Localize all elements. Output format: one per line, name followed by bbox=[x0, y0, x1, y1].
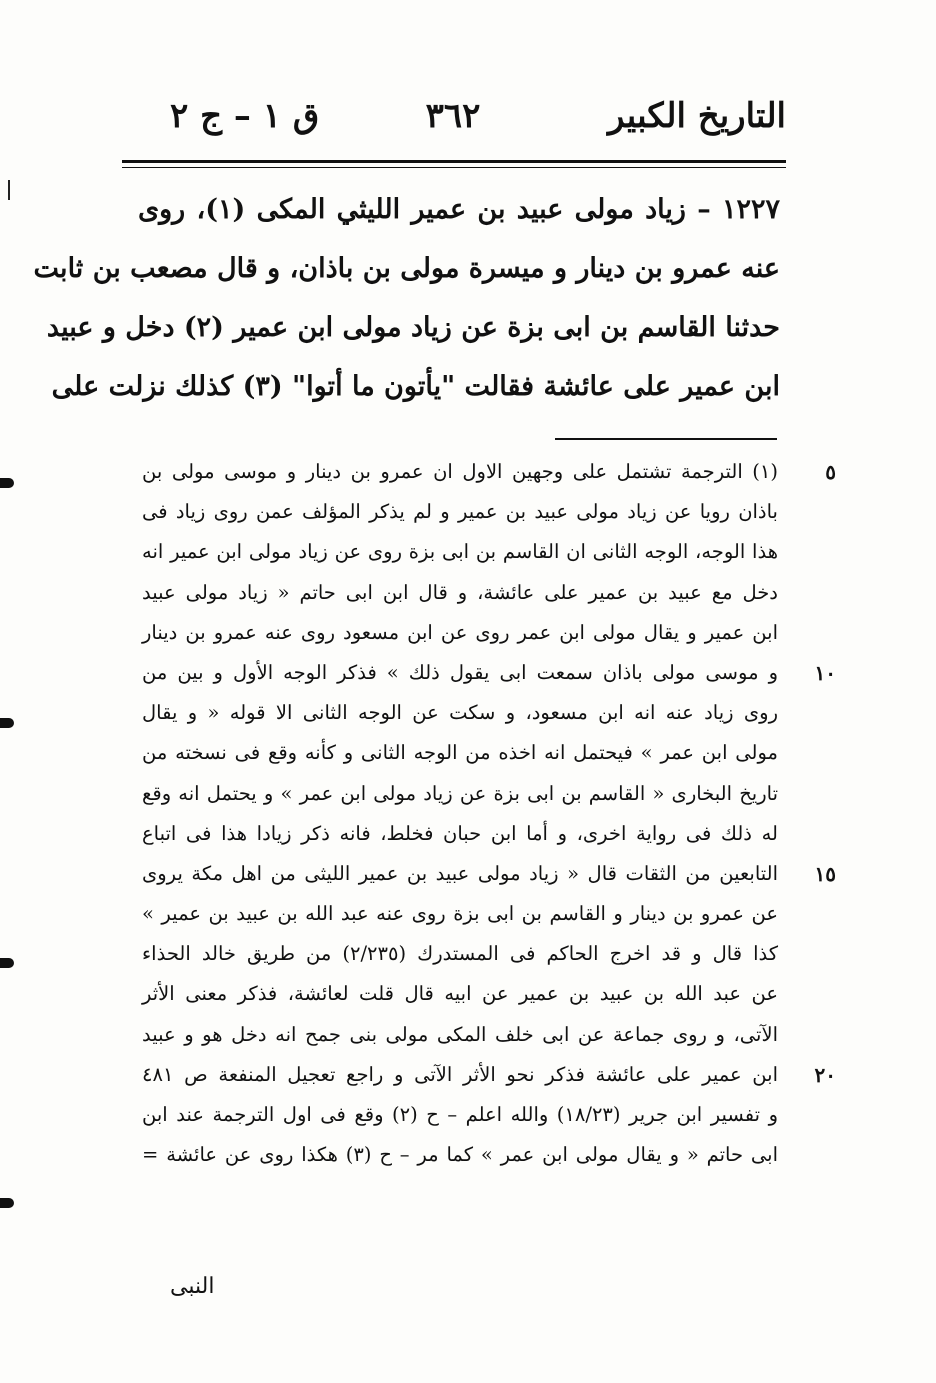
header-rule bbox=[122, 160, 786, 163]
footnote-text: كذا قال و قد اخرج الحاكم فى المستدرك (٢/٢٣٥) من طريق خالد الحذاء bbox=[142, 942, 779, 966]
footnote-text: عن عمرو بن دينار و القاسم بن ابى بزة روى عنه عبد الله بن عبيد بن عمير » bbox=[142, 902, 778, 926]
footnote-text: و تفسير ابن جرير (١٨/٢٣) والله اعلم – ح (٢) وقع فى اول الترجمة عند ابن bbox=[142, 1103, 778, 1126]
footnote-line bbox=[142, 814, 778, 854]
book-title: التاريخ الكبير bbox=[608, 96, 786, 136]
scan-edge-line bbox=[8, 180, 10, 200]
footnote-line bbox=[142, 854, 836, 894]
footnote-line bbox=[142, 613, 778, 653]
footnote-text: روى زياد عنه انه ابن مسعود، و سكت عن الوجه الثانى الا قوله « و يقال bbox=[142, 701, 778, 725]
header-rule-thin bbox=[122, 167, 786, 168]
footnote-text: و موسى مولى باذان سمعت ابى يقول ذلك » فذكر الوجه الأول و بين من bbox=[142, 660, 778, 684]
line-number: ٢٠ bbox=[814, 1062, 836, 1087]
running-header bbox=[120, 96, 786, 146]
main-text-line: عنه عمرو بن دينار و ميسرة مولى بن باذان، و قال مصعب بن ثابت bbox=[33, 253, 780, 284]
footnote-line bbox=[142, 1135, 778, 1175]
page-number: ٣٦٢ bbox=[425, 96, 481, 136]
footnote-separator bbox=[555, 438, 777, 440]
section-reference: ق ١ – ج ٢ bbox=[170, 96, 320, 136]
footnote-text: ابى حاتم « و يقال مولى ابن عمر » كما مر – ح (٣) هكذا روى عن عائشة = bbox=[142, 1143, 778, 1167]
scan-edge-mark bbox=[0, 718, 14, 728]
footnote-text: مولى ابن عمر » فيحتمل انه اخذه من الوجه الثانى و كأنه وقع فى نسخته من bbox=[142, 741, 778, 765]
scan-edge-mark bbox=[0, 958, 14, 968]
main-text-line: ابن عمير على عائشة فقالت "يأتون ما أتوا" (٣) كذلك نزلت على bbox=[51, 371, 780, 402]
footnote-text: تاريخ البخارى « القاسم بن ابى بزة عن زياد مولى ابن عمر » و يحتمل انه وقع bbox=[142, 781, 778, 805]
footnote-line bbox=[142, 934, 778, 974]
line-number: ١٠ bbox=[814, 660, 836, 685]
footnote-line bbox=[142, 1095, 778, 1135]
footnote-text: (١) الترجمة تشتمل على وجهين الاول ان عمرو بن دينار و موسى مولى بن bbox=[142, 460, 778, 483]
main-text-line: ١٢٢٧ – زياد مولى عبيد بن عمير الليثي المكى (١)، روى bbox=[138, 194, 780, 225]
footnote-text: هذا الوجه، الوجه الثانى ان القاسم بن ابى بزة روى عن زياد مولى ابن عمير انه bbox=[142, 540, 778, 564]
catchword: النبى bbox=[170, 1274, 215, 1299]
footnote-line bbox=[142, 573, 778, 613]
footnote-line bbox=[142, 693, 778, 733]
footnote-text: باذان رويا عن زياد مولى عبيد بن عمير و لم يذكر المؤلف عمن روى زياد فى bbox=[142, 500, 778, 524]
footnote-text: الآتى، و روى جماعة عن ابى خلف المكى مولى بنى جمح انه دخل هو و عبيد bbox=[142, 1022, 778, 1046]
footnote-text: عن عبد الله بن عبيد بن عمير عن ابيه قال قلت لعائشة، فذكر معنى الأثر bbox=[142, 982, 778, 1006]
footnote-line bbox=[142, 452, 836, 492]
footnote-text: دخل مع عبيد بن عمير على عائشة، و قال ابن ابى حاتم « زياد مولى عبيد bbox=[142, 580, 778, 604]
line-number: ١٥ bbox=[814, 861, 836, 886]
footnote-line bbox=[142, 974, 778, 1014]
footnote-line bbox=[142, 492, 778, 532]
main-text bbox=[33, 180, 780, 416]
main-text-line: حدثنا القاسم بن ابى بزة عن زياد مولى ابن عمير (٢) دخل و عبيد bbox=[46, 312, 780, 343]
footnote-line bbox=[142, 532, 778, 572]
footnote-line bbox=[142, 1015, 778, 1055]
footnote-line bbox=[142, 894, 778, 934]
footnote-text: ابن عمير و يقال مولى ابن عمر روى عن ابن مسعود روى عنه عمرو بن دينار bbox=[142, 620, 779, 644]
footnote-line bbox=[142, 733, 778, 773]
line-number: ٥ bbox=[825, 460, 836, 484]
footnote-line bbox=[142, 774, 778, 814]
footnotes bbox=[142, 452, 836, 1175]
footnote-line bbox=[142, 653, 836, 693]
scan-edge-mark bbox=[0, 478, 14, 488]
footnote-line bbox=[142, 1055, 836, 1095]
footnote-text: ابن عمير على عائشة فذكر نحو الأثر الآتى و راجع تعجيل المنفعة ص ٤٨١ bbox=[142, 1062, 778, 1086]
scan-edge-mark bbox=[0, 1198, 14, 1208]
footnote-text: له ذلك فى رواية اخرى، و أما ابن حبان فخلط، فانه ذكر زيادا هذا فى اتباع bbox=[142, 821, 778, 845]
footnote-text: التابعين من الثقات قال « زياد مولى عبيد بن عمير الليثى من اهل مكة يروى bbox=[142, 861, 778, 885]
